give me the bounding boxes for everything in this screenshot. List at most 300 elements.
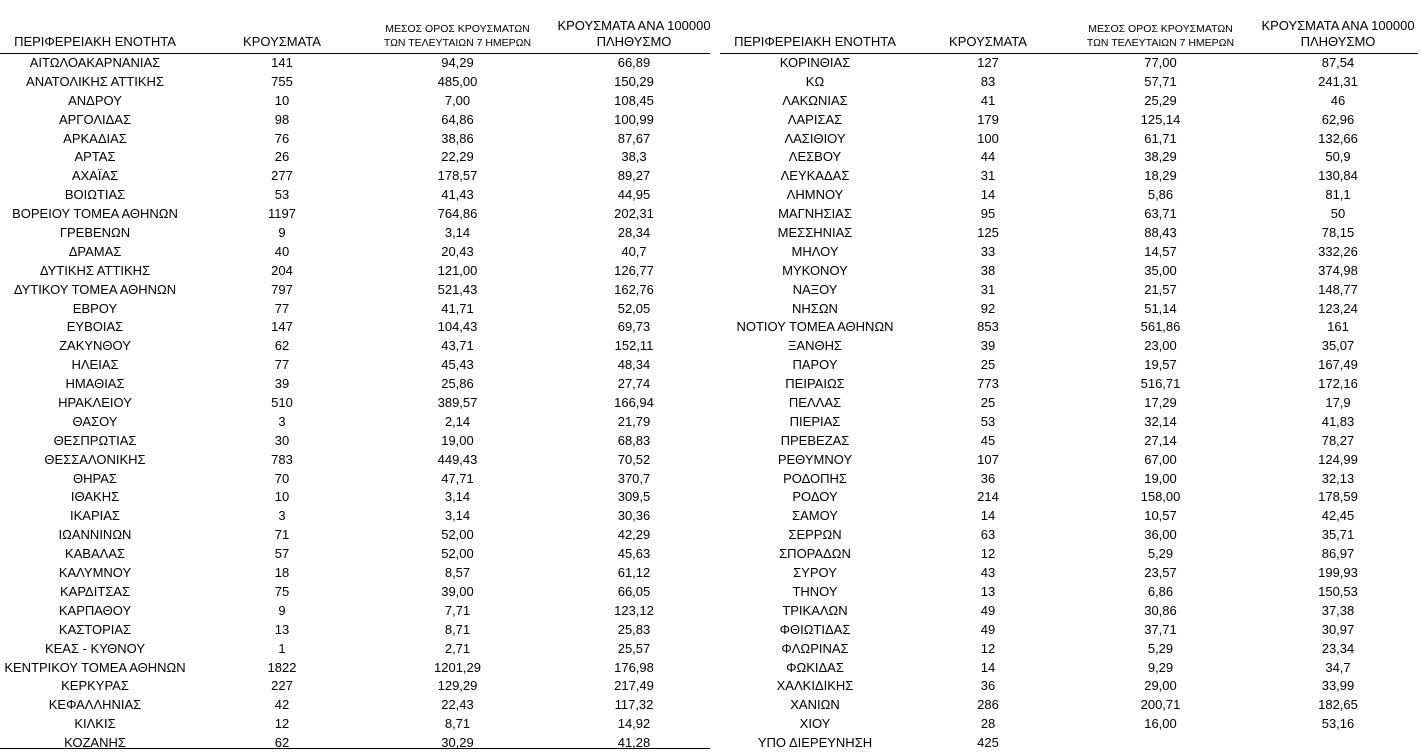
cell-per100k: 126,77 (614, 262, 654, 278)
cell-cases: 53 (274, 187, 290, 203)
cell-region: ΜΕΣΣΗΝΙΑΣ (777, 225, 853, 241)
cell-avg7: 77,00 (1144, 55, 1177, 70)
cell-avg7: 17,29 (1144, 395, 1177, 411)
table-row (720, 545, 1421, 564)
cell-region: ΦΩΚΙΔΑΣ (786, 659, 844, 675)
cell-region: ΜΥΚΟΝΟΥ (782, 262, 848, 278)
cell-per100k: 124,99 (1318, 451, 1358, 467)
cell-per100k: 25,83 (617, 621, 651, 637)
table-row (720, 243, 1421, 262)
cell-cases: 42 (274, 697, 290, 713)
cell-region: ΚΟΖΑΝΗΣ (64, 735, 126, 751)
cell-avg7: 57,71 (1144, 73, 1177, 89)
cell-region: ΤΡΙΚΑΛΩΝ (782, 602, 848, 618)
cell-region: ΡΕΘΥΜΝΟΥ (777, 451, 853, 467)
table-row (720, 318, 1421, 337)
cell-cases: 100 (977, 130, 999, 146)
cell-avg7: 7,00 (444, 92, 471, 108)
cell-cases: 92 (980, 300, 996, 316)
table-row (0, 715, 718, 734)
cell-cases: 70 (274, 470, 290, 486)
cell-cases: 49 (980, 621, 996, 637)
cell-region: ΣΑΜΟΥ (792, 508, 838, 524)
cell-per100k: 66,89 (617, 55, 651, 70)
table-row (720, 696, 1421, 715)
cell-cases: 39 (274, 376, 290, 392)
cell-avg7: 3,14 (444, 508, 471, 524)
cell-avg7: 41,71 (441, 300, 474, 316)
cell-cases: 62 (274, 338, 290, 354)
cell-region: ΚΑΡΠΑΘΟΥ (58, 602, 132, 618)
cell-avg7: 158,00 (1140, 489, 1181, 505)
cell-avg7: 764,86 (437, 206, 478, 222)
cell-cases: 755 (271, 73, 293, 89)
table-row (720, 583, 1421, 602)
header-avg7: ΜΕΣΟΣ ΟΡΟΣ ΚΡΟΥΣΜΑΤΩΝ ΤΩΝ ΤΕΛΕΥΤΑΙΩΝ 7 ΗΜΕΡΩΝ (383, 23, 532, 49)
cell-region: ΚΕΝΤΡΙΚΟΥ ΤΟΜΕΑ ΑΘΗΝΩΝ (4, 659, 186, 675)
cell-region: ΓΡΕΒΕΝΩΝ (59, 225, 131, 241)
cell-avg7: 1201,29 (434, 659, 481, 675)
cell-cases: 277 (271, 168, 293, 184)
cell-cases: 783 (271, 451, 293, 467)
cell-region: ΧΑΝΙΩΝ (790, 697, 840, 713)
table-row (0, 659, 718, 678)
table-row (0, 375, 718, 394)
cell-region: ΑΡΤΑΣ (74, 149, 116, 165)
cell-region: ΙΩΑΝΝΙΝΩΝ (58, 527, 132, 543)
table-row (720, 281, 1421, 300)
cell-per100k: 130,84 (1318, 168, 1358, 184)
cell-avg7: 2,71 (444, 640, 471, 656)
cell-region: ΚΟΡΙΝΘΙΑΣ (779, 55, 851, 70)
cell-cases: 853 (977, 319, 999, 335)
cell-region: ΑΙΤΩΛΟΑΚΑΡΝΑΝΙΑΣ (29, 55, 161, 70)
cell-avg7: 9,29 (1147, 659, 1174, 675)
table-row (0, 488, 718, 507)
cell-cases: 179 (977, 111, 999, 127)
header-per100k: ΚΡΟΥΣΜΑΤΑ ΑΝΑ 100000 ΠΛΗΘΥΣΜΟ (557, 18, 711, 49)
table-row (720, 186, 1421, 205)
cell-cases: 95 (980, 206, 996, 222)
table-row (0, 734, 718, 753)
cell-cases: 125 (977, 225, 999, 241)
cell-per100k: 35,07 (1321, 338, 1355, 354)
cell-avg7: 22,29 (441, 149, 474, 165)
cell-per100k: 38,3 (621, 149, 647, 165)
cell-avg7: 8,71 (444, 621, 471, 637)
cell-per100k: 241,31 (1318, 73, 1358, 89)
cell-cases: 12 (274, 716, 290, 732)
table-row (720, 526, 1421, 545)
cell-region: ΔΡΑΜΑΣ (68, 243, 122, 259)
table-row (0, 130, 718, 149)
cell-cases: 49 (980, 602, 996, 618)
cell-cases: 773 (977, 376, 999, 392)
table-row (0, 148, 718, 167)
cell-per100k: 30,36 (617, 508, 651, 524)
cell-avg7: 61,71 (1144, 130, 1177, 146)
cell-cases: 18 (274, 565, 290, 581)
cell-region: ΘΑΣΟΥ (72, 413, 118, 429)
cell-cases: 3 (278, 413, 286, 429)
cell-avg7: 3,14 (444, 225, 471, 241)
cell-region: ΚΑΡΔΙΤΣΑΣ (59, 583, 131, 599)
cell-avg7: 38,29 (1144, 149, 1177, 165)
cell-per100k: 202,31 (614, 206, 654, 222)
table-row (0, 451, 718, 470)
table-row (720, 602, 1421, 621)
cell-avg7: 521,43 (437, 281, 478, 297)
cell-cases: 797 (271, 281, 293, 297)
cell-cases: 214 (977, 489, 999, 505)
table-row (0, 73, 718, 92)
cell-per100k: 41,83 (1321, 413, 1355, 429)
table-row (0, 54, 718, 73)
cell-per100k: 42,45 (1321, 508, 1355, 524)
cell-avg7: 94,29 (441, 55, 474, 70)
cell-avg7: 35,00 (1144, 262, 1177, 278)
table-row (720, 507, 1421, 526)
cell-avg7: 7,71 (444, 602, 471, 618)
cell-per100k: 123,24 (1318, 300, 1358, 316)
table-row (720, 488, 1421, 507)
table-row (720, 111, 1421, 130)
header-cases: ΚΡΟΥΣΜΑΤΑ (243, 34, 321, 49)
cell-avg7: 5,29 (1147, 640, 1174, 656)
cell-per100k: 53,16 (1321, 716, 1355, 732)
cell-cases: 141 (271, 55, 293, 70)
cell-per100k: 23,34 (1321, 640, 1355, 656)
cell-per100k: 199,93 (1318, 565, 1358, 581)
cell-avg7: 6,86 (1147, 583, 1174, 599)
cell-per100k: 70,52 (617, 451, 651, 467)
cell-cases: 10 (274, 489, 290, 505)
cell-avg7: 561,86 (1140, 319, 1181, 335)
cell-region: ΕΥΒΟΙΑΣ (66, 319, 124, 335)
cell-cases: 33 (980, 243, 996, 259)
cell-region: ΚΑΒΑΛΑΣ (64, 546, 126, 562)
cell-avg7: 19,00 (1144, 470, 1177, 486)
cell-cases: 14 (980, 508, 996, 524)
cell-cases: 13 (980, 583, 996, 599)
cell-region: ΦΛΩΡΙΝΑΣ (781, 640, 849, 656)
cell-region: ΑΝΑΤΟΛΙΚΗΣ ΑΤΤΙΚΗΣ (26, 73, 164, 89)
cell-region: ΚΩ (805, 73, 825, 89)
table-row (0, 318, 718, 337)
cell-per100k: 52,05 (617, 300, 651, 316)
cell-avg7: 129,29 (437, 678, 478, 694)
cell-avg7: 27,14 (1144, 432, 1177, 448)
cell-region: ΣΕΡΡΩΝ (788, 527, 842, 543)
cell-per100k: 309,5 (617, 489, 651, 505)
cell-region: ΠΙΕΡΙΑΣ (789, 413, 841, 429)
table-row (720, 337, 1421, 356)
cell-avg7: 36,00 (1144, 527, 1177, 543)
table-row (0, 470, 718, 489)
table-row (0, 243, 718, 262)
cell-avg7: 16,00 (1144, 716, 1177, 732)
cell-region: ΑΧΑΪΑΣ (71, 168, 119, 184)
cell-cases: 510 (271, 395, 293, 411)
table-row (0, 337, 718, 356)
cell-region: ΚΕΦΑΛΛΗΝΙΑΣ (48, 697, 142, 713)
table-row (720, 205, 1421, 224)
cell-region: ΗΜΑΘΙΑΣ (65, 376, 125, 392)
cell-avg7: 104,43 (437, 319, 478, 335)
cell-avg7: 125,14 (1140, 111, 1181, 127)
cell-cases: 40 (274, 243, 290, 259)
cell-region: ΡΟΔΟΠΗΣ (783, 470, 847, 486)
table-row (720, 432, 1421, 451)
cell-cases: 77 (274, 357, 290, 373)
table-row (0, 167, 718, 186)
cell-cases: 39 (980, 338, 996, 354)
cell-avg7: 19,00 (441, 432, 474, 448)
cell-avg7: 449,43 (437, 451, 478, 467)
cell-region: ΠΕΙΡΑΙΩΣ (785, 376, 845, 392)
cell-region: ΠΑΡΟΥ (792, 357, 838, 373)
cell-region: ΡΟΔΟΥ (792, 489, 838, 505)
cell-region: ΞΑΝΘΗΣ (787, 338, 843, 354)
cell-per100k: 69,73 (617, 319, 651, 335)
cell-per100k: 17,9 (1325, 395, 1351, 411)
cell-cases: 45 (980, 432, 996, 448)
cell-cases: 43 (980, 565, 996, 581)
cell-cases: 9 (278, 225, 286, 241)
cell-avg7: 88,43 (1144, 225, 1177, 241)
cell-avg7: 23,57 (1144, 565, 1177, 581)
table-row (720, 148, 1421, 167)
cell-cases: 227 (271, 678, 293, 694)
cell-region: ΗΡΑΚΛΕΙΟΥ (58, 395, 132, 411)
cell-cases: 9 (278, 602, 286, 618)
cell-region: ΦΘΙΩΤΙΔΑΣ (779, 621, 851, 637)
cell-avg7: 5,29 (1147, 546, 1174, 562)
cell-per100k: 48,34 (617, 357, 651, 373)
cell-avg7: 5,86 (1147, 187, 1174, 203)
cell-avg7: 47,71 (441, 470, 474, 486)
cell-avg7: 52,00 (441, 546, 474, 562)
cell-avg7: 485,00 (437, 73, 478, 89)
cell-per100k: 87,67 (617, 130, 651, 146)
table-row (720, 451, 1421, 470)
cell-per100k: 30,97 (1321, 621, 1355, 637)
cell-cases: 25 (980, 395, 996, 411)
cell-cases: 14 (980, 187, 996, 203)
cell-region: ΝΟΤΙΟΥ ΤΟΜΕΑ ΑΘΗΝΩΝ (736, 319, 894, 335)
cell-per100k: 162,76 (614, 281, 654, 297)
cell-per100k: 41,28 (617, 735, 651, 751)
cell-avg7: 14,57 (1144, 243, 1177, 259)
table-row (0, 640, 718, 659)
cell-per100k: 46 (1330, 92, 1346, 108)
cell-avg7: 29,00 (1144, 678, 1177, 694)
cell-cases: 286 (977, 697, 999, 713)
header-per100k: ΚΡΟΥΣΜΑΤΑ ΑΝΑ 100000 ΠΛΗΘΥΣΜΟ (1261, 18, 1415, 49)
table-row (0, 394, 718, 413)
table-row (0, 621, 718, 640)
table-row (720, 300, 1421, 319)
cell-per100k: 150,29 (614, 73, 654, 89)
cell-per100k: 117,32 (614, 697, 654, 713)
table-row (0, 602, 718, 621)
cell-per100k: 34,7 (1325, 659, 1351, 675)
cell-region: ΛΕΣΒΟΥ (788, 149, 842, 165)
table-row (0, 281, 718, 300)
table-row (720, 734, 1421, 753)
table-row (0, 92, 718, 111)
cell-cases: 44 (980, 149, 996, 165)
cell-avg7: 32,14 (1144, 413, 1177, 429)
cell-region: ΘΕΣΠΡΩΤΙΑΣ (53, 432, 137, 448)
cell-avg7: 23,00 (1144, 338, 1177, 354)
table-row (720, 130, 1421, 149)
table-row (720, 677, 1421, 696)
table-row (0, 526, 718, 545)
cell-cases: 10 (274, 92, 290, 108)
cell-per100k: 150,53 (1318, 583, 1358, 599)
table-row (720, 375, 1421, 394)
cell-per100k: 108,45 (614, 92, 654, 108)
table-row (720, 262, 1421, 281)
cell-cases: 1197 (268, 206, 296, 222)
table-row (720, 564, 1421, 583)
table-row (720, 470, 1421, 489)
cell-avg7: 121,00 (437, 262, 478, 278)
table-row (720, 640, 1421, 659)
cell-avg7: 39,00 (441, 583, 474, 599)
right-rows (720, 54, 1421, 753)
cell-cases: 25 (980, 357, 996, 373)
cell-cases: 12 (980, 546, 996, 562)
cell-per100k: 21,79 (617, 413, 651, 429)
cell-per100k: 50 (1330, 206, 1346, 222)
cell-per100k: 32,13 (1321, 470, 1355, 486)
cell-region: ΑΡΚΑΔΙΑΣ (63, 130, 127, 146)
table-row (0, 356, 718, 375)
cell-per100k: 89,27 (617, 168, 651, 184)
table-row (0, 564, 718, 583)
cell-cases: 53 (980, 413, 996, 429)
table-row (0, 432, 718, 451)
cell-cases: 36 (980, 470, 996, 486)
cell-avg7: 41,43 (441, 187, 474, 203)
cell-avg7: 45,43 (441, 357, 474, 373)
cell-region: ΙΘΑΚΗΣ (70, 489, 120, 505)
cell-avg7: 8,57 (444, 565, 471, 581)
cell-region: ΛΑΡΙΣΑΣ (787, 111, 843, 127)
cell-region: ΙΚΑΡΙΑΣ (70, 508, 120, 524)
cell-cases: 204 (271, 262, 293, 278)
cell-per100k: 172,16 (1318, 376, 1358, 392)
cell-region: ΗΛΕΙΑΣ (71, 357, 119, 373)
table-row (0, 545, 718, 564)
cell-avg7: 2,14 (444, 413, 471, 429)
cell-per100k: 166,94 (614, 395, 654, 411)
cell-per100k: 78,27 (1321, 432, 1355, 448)
cell-avg7: 30,29 (441, 735, 474, 751)
cell-per100k: 81,1 (1325, 187, 1351, 203)
cell-region: ΒΟΙΩΤΙΑΣ (64, 187, 126, 203)
table-row (0, 696, 718, 715)
cell-cases: 30 (274, 432, 290, 448)
cell-cases: 98 (274, 111, 290, 127)
right-header-row (720, 0, 1421, 54)
cell-cases: 31 (980, 281, 996, 297)
table-row (0, 186, 718, 205)
cell-per100k: 33,99 (1321, 678, 1355, 694)
cell-avg7: 516,71 (1140, 376, 1181, 392)
cell-per100k: 37,38 (1321, 602, 1355, 618)
cell-avg7: 3,14 (444, 489, 471, 505)
cell-cases: 13 (274, 621, 290, 637)
cell-cases: 57 (274, 546, 290, 562)
cell-cases: 14 (980, 659, 996, 675)
cell-avg7: 43,71 (441, 338, 474, 354)
table-row (720, 621, 1421, 640)
cell-avg7: 200,71 (1140, 697, 1181, 713)
cell-cases: 26 (274, 149, 290, 165)
cell-region: ΠΕΛΛΑΣ (788, 395, 842, 411)
cell-region: ΚΕΑΣ - ΚΥΘΝΟΥ (44, 640, 146, 656)
cell-region: ΝΑΞΟΥ (792, 281, 838, 297)
header-region: ΠΕΡΙΦΕΡΕΙΑΚΗ ΕΝΟΤΗΤΑ (734, 34, 896, 49)
cell-cases: 425 (977, 735, 999, 751)
cell-region: ΑΝΔΡΟΥ (68, 92, 122, 108)
cell-region: ΚΙΛΚΙΣ (74, 716, 116, 732)
cell-region: ΤΗΝΟΥ (792, 583, 838, 599)
cell-per100k: 25,57 (617, 640, 651, 656)
cell-avg7: 51,14 (1144, 300, 1177, 316)
table-row (720, 167, 1421, 186)
cell-cases: 28 (980, 716, 996, 732)
cell-cases: 38 (980, 262, 996, 278)
table-row (0, 205, 718, 224)
table-row (720, 659, 1421, 678)
cell-avg7: 67,00 (1144, 451, 1177, 467)
header-cases: ΚΡΟΥΣΜΑΤΑ (949, 34, 1027, 49)
cell-per100k: 374,98 (1318, 262, 1358, 278)
cell-cases: 36 (980, 678, 996, 694)
cell-region: ΚΑΛΥΜΝΟΥ (58, 565, 132, 581)
table-row (0, 413, 718, 432)
table-row (0, 677, 718, 696)
cell-region: ΘΗΡΑΣ (73, 470, 117, 486)
cell-per100k: 28,34 (617, 225, 651, 241)
table-row (720, 92, 1421, 111)
cell-per100k: 370,7 (617, 470, 651, 486)
cell-per100k: 62,96 (1321, 111, 1355, 127)
left-rows (0, 54, 718, 753)
cell-cases: 62 (274, 735, 290, 751)
table-row (0, 300, 718, 319)
cell-per100k: 35,71 (1321, 527, 1355, 543)
cell-region: ΝΗΣΩΝ (792, 300, 838, 316)
cell-region: ΚΑΣΤΟΡΙΑΣ (58, 621, 132, 637)
cell-cases: 3 (278, 508, 286, 524)
cell-region: ΘΕΣΣΑΛΟΝΙΚΗΣ (44, 451, 146, 467)
cell-avg7: 10,57 (1144, 508, 1177, 524)
table-row (720, 73, 1421, 92)
cell-avg7: 18,29 (1144, 168, 1177, 184)
cell-region: ΠΡΕΒΕΖΑΣ (780, 432, 850, 448)
cell-per100k: 78,15 (1321, 225, 1355, 241)
cell-region: ΧΑΛΚΙΔΙΚΗΣ (776, 678, 854, 694)
table-row (720, 413, 1421, 432)
table-row (720, 715, 1421, 734)
cell-avg7: 64,86 (441, 111, 474, 127)
cell-avg7: 19,57 (1144, 357, 1177, 373)
